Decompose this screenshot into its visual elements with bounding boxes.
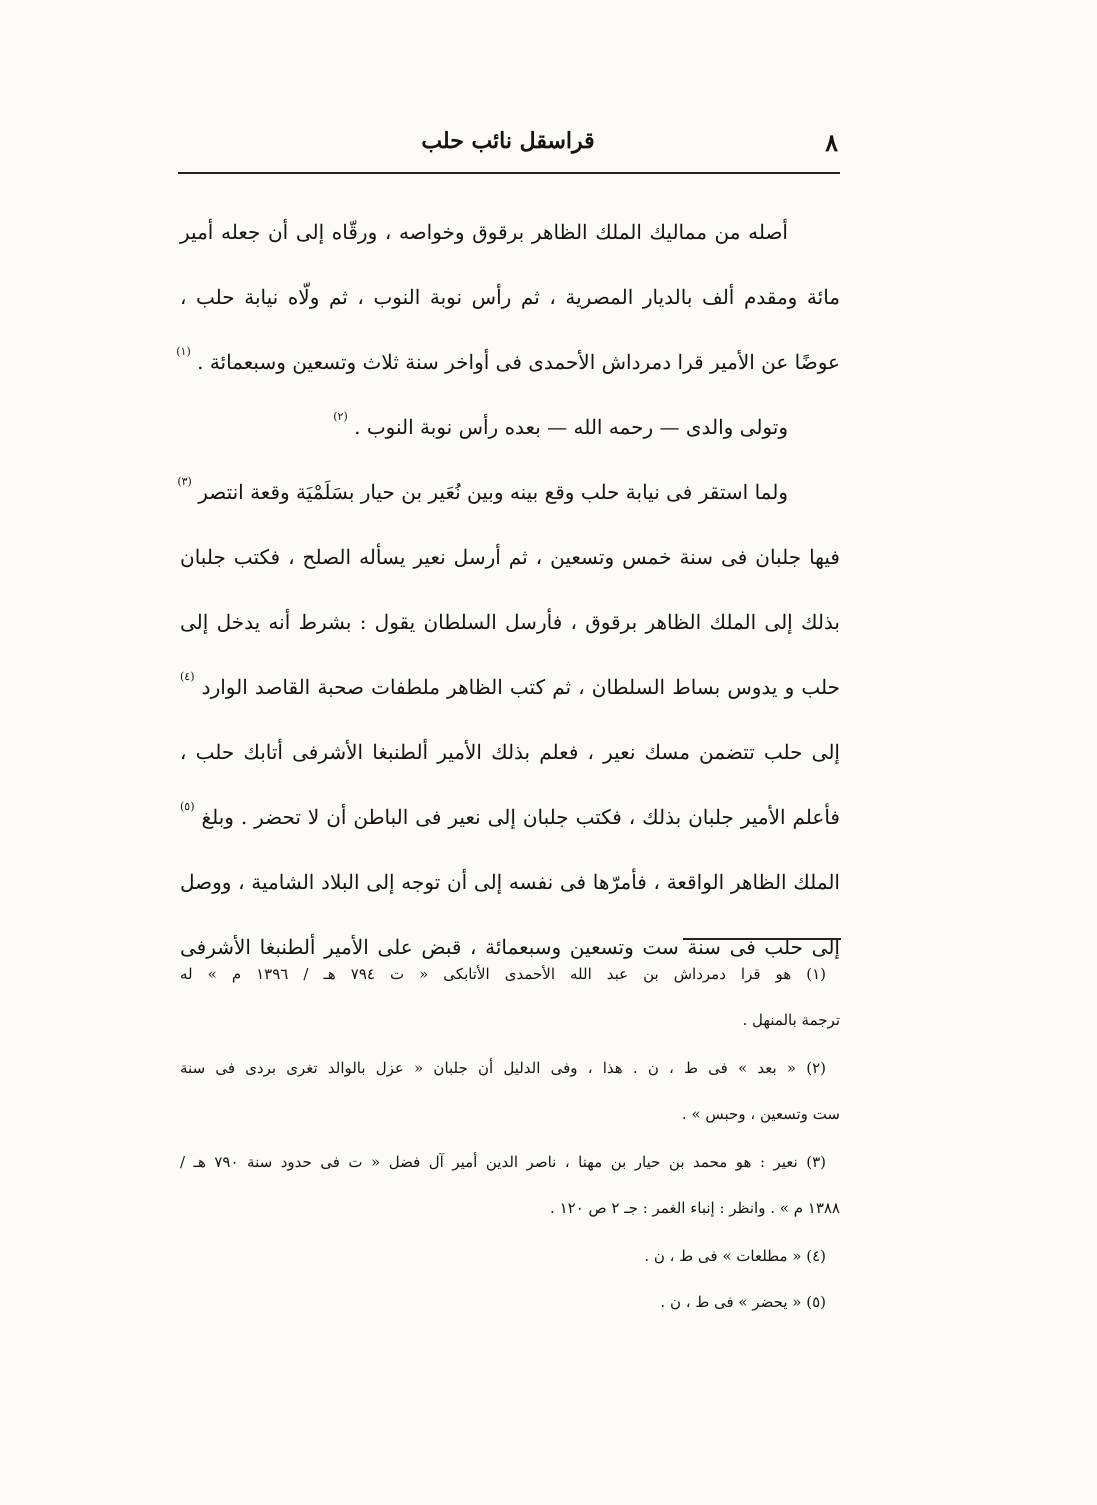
footnote-3-cont: ١٣٨٨ م » . وانظر : إنباء الغمر : جـ ٢ ص ١٢٠ .	[550, 1199, 840, 1217]
footnote-5: (٥) « يحضر » فى ط ، ن .	[660, 1293, 826, 1311]
body-line: فيها جلبان فى سنة خمس وتسعين ، ثم أرسل نعير يسأله الصلح ، فكتب جلبان	[180, 545, 840, 569]
page-header	[178, 128, 838, 162]
body-line	[180, 793, 840, 858]
body-line	[176, 338, 840, 403]
note-ref: (٤)	[180, 670, 195, 683]
body-line-text: ولما استقر فى نيابة حلب وقع بينه وبين نُعَير بن حيار بسَلَمْيَة وقعة انتصر	[198, 480, 788, 504]
running-title: قراسقل نائب حلب	[421, 128, 595, 154]
note-ref: (٢)	[333, 410, 348, 423]
body-line	[180, 403, 840, 468]
note-ref: (٥)	[180, 800, 195, 813]
body-line	[180, 663, 840, 728]
footnote-1: (١) هو قرا دمرداش بن عبد الله الأحمدى الأتابكى « ت ٧٩٤ هـ / ١٣٩٦ م » له	[180, 965, 826, 983]
body-line: الملك الظاهر الواقعة ، فأمرّها فى نفسه إلى أن توجه إلى البلاد الشامية ، ووصل	[180, 870, 840, 894]
body-line: إلى حلب فى سنة ست وتسعين وسبعمائة ، قبض على الأمير ألطنبغا الأشرفى	[180, 935, 840, 959]
body-line: إلى حلب تتضمن مسك نعير ، فعلم بذلك الأمير ألطنبغا الأشرفى أتابك حلب ،	[180, 740, 840, 764]
header-rule	[178, 172, 840, 174]
footnote-rule	[683, 938, 841, 940]
body-line-text: وتولى والدى — رحمه الله — بعده رأس نوبة النوب .	[354, 415, 788, 439]
footnote-3: (٣) نعير : هو محمد بن حيار بن مهنا ، ناصر الدين أمير آل فضل « ت فى حدود سنة ٧٩٠ هـ /	[180, 1153, 826, 1171]
body-line-text: فأعلم الأمير جلبان بذلك ، فكتب جلبان إلى نعير فى الباطن أن لا تحضر . وبلغ	[201, 805, 840, 829]
body-line-text: حلب و يدوس بساط السلطان ، ثم كتب الظاهر ملطفات صحبة القاصد الوارد	[201, 675, 841, 699]
footnote-2-cont: ست وتسعين ، وحبس » .	[681, 1105, 840, 1123]
footnote-1-cont: ترجمة بالمنهل .	[742, 1011, 840, 1029]
body-line: أصله من مماليك الملك الظاهر برقوق وخواصه ، ورقّاه إلى أن جعله أمير	[180, 220, 788, 244]
note-ref: (٣)	[177, 475, 192, 488]
body-text	[176, 208, 841, 988]
note-ref: (١)	[176, 345, 191, 358]
footnote-2: (٢) « بعد » فى ط ، ن . هذا ، وفى الدليل أن جلبان « عزل بالوالد تغرى بردى فى سنة	[180, 1059, 826, 1077]
body-line-text: عوضًا عن الأمير قرا دمرداش الأحمدى فى أواخر سنة ثلاث وتسعين وسبعمائة .	[197, 350, 840, 374]
footnotes	[180, 956, 840, 1330]
footnote-4: (٤) « مطلعات » فى ط ، ن .	[644, 1247, 826, 1265]
body-line	[177, 468, 840, 533]
page-number: ٨	[825, 128, 838, 157]
body-line: بذلك إلى الملك الظاهر برقوق ، فأرسل السلطان يقول : بشرط أنه يدخل إلى	[180, 610, 840, 634]
body-line: مائة ومقدم ألف بالديار المصرية ، ثم رأس نوبة النوب ، ثم ولّاه نيابة حلب ،	[180, 285, 840, 309]
